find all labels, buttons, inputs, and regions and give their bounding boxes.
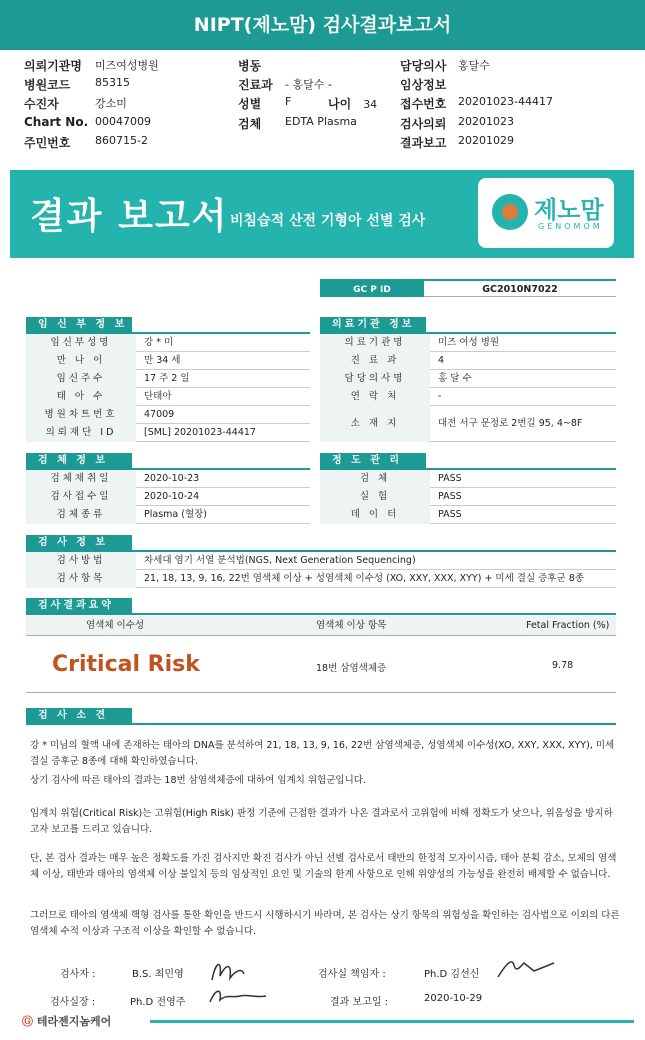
finding-paragraph: 임계치 위험(Critical Risk)는 고위험(High Risk) 판정 기준에 근접한 결과가 나온 결과로서 고위험에 비해 정확도가 낮으나, 위음성을 방지하고자 보고를 드리고 있습니다. [30,808,613,835]
tester-label: 검사자 : [60,969,96,980]
header-field-label: 수진자 [24,97,59,111]
finding-paragraph: 그러므로 태아의 염색체 핵형 검사를 통한 확인을 반드시 시행하시기 바라며, 본 검사는 상기 항목의 위험성을 확인하는 검사법으로 이외의 다른 염색체 수적 이상과 구조적 이상을 확인할 수 없습니다. [30,910,620,937]
specimen_rows-row-label: 검체채취일 [26,470,136,488]
header-field-value: 강소미 [95,97,127,110]
hospital_rows-row-label: 소 재 지 [320,406,430,442]
footer-company: 테라젠지놈케어 [36,1015,112,1028]
header-field [238,57,261,74]
specimen_rows-row [26,506,310,524]
test_rows-row-label: 검사항목 [26,570,136,588]
hospital_rows-row [320,352,616,370]
header-field-label: 병동 [238,59,262,73]
chief-label: 검사실 책임자 : [318,969,386,980]
age-field [328,95,377,112]
qc_rows-row [320,506,616,524]
date-label: 결과 보고일 : [330,997,389,1008]
hospital_rows-row-label: 의료기관명 [320,334,430,352]
hospital_rows-row-value: 4 [438,355,445,366]
header-field-value: - 홍달수 - [285,78,332,91]
qc_rows-row-label: 검 체 [320,470,430,488]
header-field [400,115,514,132]
divider [26,723,616,725]
summary-header: 검사결과요약 [26,598,132,614]
test_rows-row-value: 차세대 염기 서열 분석법(NGS, Next Generation Sequencing) [144,555,416,566]
header-field [24,57,159,74]
logo-subtext: GENOMOM [538,222,603,231]
head-label: 검사실장 : [50,997,96,1008]
pregnant_rows-row-label: 의뢰재단 ID [26,424,136,442]
finding-paragraph: 상기 검사에 따른 태아의 결과는 18번 삼염색체증에 대하여 임계치 위험군입니다. [30,775,366,786]
pregnant_rows-row [26,406,310,424]
finding-paragraph: 강 * 미님의 혈액 내에 존재하는 태아의 DNA를 분석하여 21, 18, 13, 9, 16, 22번 삼염색체증, 성염색체 이수성(XO, XXY, XXX, XYY), 미세 결실 증후군 8종에 대해 확인하였습니다. [30,740,615,767]
header-field [400,95,553,112]
pregnant_rows-row [26,424,310,442]
header-field-value: 20201029 [458,134,514,147]
header-field-value: 미즈여성병원 [95,59,159,72]
footer-logo [22,1013,111,1029]
pregnant_rows-row [26,370,310,388]
qc_rows-row [320,470,616,488]
header-field-label: 병원코드 [24,78,71,92]
header-field-value: F [285,95,292,108]
header-field-value: 860715-2 [95,134,148,147]
qc_rows-row-value: PASS [438,473,462,484]
hospital_rows-row [320,406,616,442]
col-fetal-fraction: Fetal Fraction (%) [526,620,610,631]
tester-name: B.S. 최민영 [132,969,184,980]
test-info-header: 검 사 정 보 [26,535,132,551]
hospital_rows-row-label: 진 료 과 [320,352,430,370]
head-name: Ph.D 전영주 [130,997,186,1008]
header-field-value: 홍달수 [458,59,490,72]
test_rows-row-label: 검사방법 [26,552,136,570]
header-field [400,57,490,74]
test_rows-row [26,570,616,588]
patient-header [0,55,645,150]
risk-result: Critical Risk [52,652,200,677]
header-field [238,95,292,112]
hospital_rows-row-value: - [438,391,442,402]
fetal-fraction-value: 9.78 [552,660,574,671]
report-banner [10,170,634,258]
hospital_rows-row-value: 홍 달 수 [438,373,472,384]
hospital_rows-row-value: 대전 서구 문정로 2번길 95, 4~8F [438,418,583,429]
banner-subtitle: 비침습적 산전 기형아 선별 검사 [230,213,426,229]
summary-column-headers [26,616,616,636]
pregnant_rows-row-label: 임신부성명 [26,334,136,352]
header-field [24,115,151,129]
header-field [238,115,357,132]
divider [26,613,616,615]
report-title: NIPT(제노맘) 검사결과보고서 [0,0,645,50]
specimen_rows-row-label: 검체종류 [26,506,136,524]
header-field-label: 검체 [238,117,262,131]
header-field-value: 20201023-44417 [458,95,553,108]
pregnant_rows-row [26,388,310,406]
col-aneuploidy: 염색체 이수성 [86,620,145,631]
header-field-label: Chart No. [24,115,89,129]
header-field [238,76,332,93]
pregnant_rows-row-value: 47009 [144,409,175,420]
header-field-label: 담당의사 [400,59,447,73]
header-field-label: 주민번호 [24,136,71,150]
chief-name: Ph.D 김선신 [424,969,480,980]
pregnant_rows-row [26,334,310,352]
pregnant_rows-row-value: 단태아 [144,391,172,402]
divider [26,692,616,693]
pregnant-info-header: 임 신 부 정 보 [26,317,132,333]
header-field [400,134,514,151]
terragen-icon: Ⓖ [22,1015,33,1028]
pregnant_rows-row-label: 태 아 수 [26,388,136,406]
pregnant_rows-row-value: 만 34 세 [144,355,181,366]
header-field-label: 성별 [238,97,262,111]
hospital_rows-row-label: 담당의사명 [320,370,430,388]
chief-signature [494,955,558,983]
finding-paragraph: 단, 본 검사 결과는 매우 높은 정확도를 가진 검사지만 확진 검사가 아닌 선별 검사로서 태반의 한정적 모자이시즘, 태아 분획 감소, 모체의 염색체 이상, 태반과 태아의 염색체 이상 불일치 등의 임상적인 요인 및 기술의 한계 사항으로 인해 위양성의 가능성을 완전히 배제할 수 없습니다. [30,853,617,880]
hospital_rows-row-label: 연 락 처 [320,388,430,406]
genomom-logo [478,178,614,248]
header-field-value: 20201023 [458,115,514,128]
col-abnormal-item: 염색체 이상 항목 [316,620,387,631]
header-field [24,95,127,112]
header-field [400,76,446,93]
age-value: 34 [363,98,378,111]
header-field-value: 00047009 [95,115,151,128]
qc_rows-row-label: 실 험 [320,488,430,506]
specimen-info-header: 검 체 정 보 [26,453,132,469]
pregnant_rows-row [26,352,310,370]
specimen_rows-row-value: 2020-10-24 [144,491,200,502]
logo-text: 제노맘 [534,196,604,224]
pregnant_rows-row-label: 만 나 이 [26,352,136,370]
hospital_rows-row [320,370,616,388]
hospital_rows-row-value: 미즈 여성 병원 [438,337,500,348]
findings-header: 검 사 소 견 [26,708,132,724]
pregnant_rows-row-label: 병원차트번호 [26,406,136,424]
qc-header: 정 도 관 리 [320,453,426,469]
gcp-id-row [320,279,616,297]
age-label: 나이 [328,97,352,111]
header-field-label: 접수번호 [400,97,447,111]
pregnant_rows-row-label: 임신주수 [26,370,136,388]
qc_rows-row-value: PASS [438,509,462,520]
qc_rows-row-value: PASS [438,491,462,502]
hospital_rows-row [320,388,616,406]
gcp-id-label: GC P ID [320,281,424,297]
specimen_rows-row-value: 2020-10-23 [144,473,200,484]
pregnant_rows-row-value: [SML] 20201023-44417 [144,427,256,438]
header-field-label: 결과보고 [400,136,447,150]
footer-divider [150,1020,634,1023]
pregnant_rows-row-value: 강 * 미 [144,337,174,348]
gcp-id-value: GC2010N7022 [482,284,558,295]
specimen_rows-row-label: 검사접수일 [26,488,136,506]
test_rows-row-value: 21, 18, 13, 9, 16, 22번 염색체 이상 + 성염색체 이수성 (XO, XXY, XXX, XYY) + 미세 결실 증후군 8종 [144,573,584,584]
pregnant_rows-row-value: 17 주 2 일 [144,373,190,384]
abnormal-item-value: 18번 삼염색체증 [316,663,387,674]
specimen_rows-row-value: Plasma (혈장) [144,509,208,520]
specimen_rows-row [26,470,310,488]
header-field [24,134,148,151]
logo-mother-icon [492,194,528,230]
hospital-info-header: 의료기관 정보 [320,317,426,333]
banner-title: 결과 보고서 [30,196,229,237]
head-signature [206,984,270,1010]
test_rows-row [26,552,616,570]
header-field [24,76,130,93]
header-field-value: EDTA Plasma [285,115,357,128]
report-date: 2020-10-29 [424,993,483,1004]
qc_rows-row [320,488,616,506]
qc_rows-row-label: 데 이 터 [320,506,430,524]
hospital_rows-row [320,334,616,352]
header-field-label: 임상정보 [400,78,447,92]
header-field-label: 의뢰기관명 [24,59,82,73]
header-field-value: 85315 [95,76,130,89]
specimen_rows-row [26,488,310,506]
header-field-label: 진료과 [238,78,273,92]
header-field-label: 검사의뢰 [400,117,447,131]
